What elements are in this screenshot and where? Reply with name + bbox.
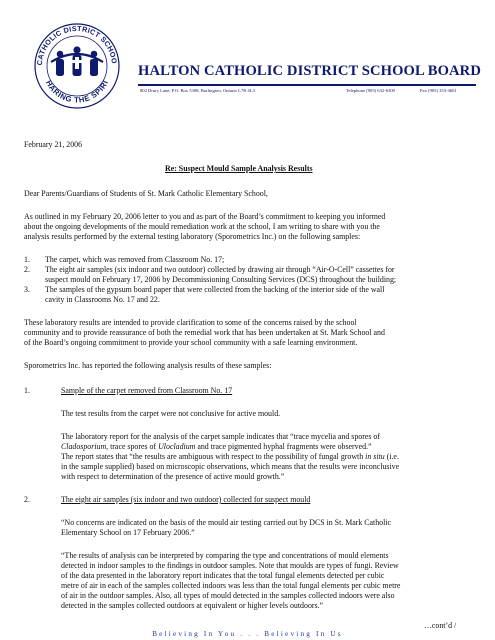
section-2-number: 2. (24, 495, 30, 504)
section-1-number: 1. (24, 386, 30, 395)
board-fax: Fax (905) 333-4661 (420, 88, 457, 93)
section-2-heading: The eight air samples (six indoor and two outdoor) collected for suspect mould (61, 495, 311, 504)
logo-ring-text-top: CATHOLIC DISTRICT SCHOO (34, 23, 120, 66)
salutation: Dear Parents/Guardians of Students of St. Mark Catholic Elementary School, (24, 189, 268, 198)
header-rule (138, 84, 476, 86)
list-item: The carpet, which was removed from Classroom No. 17; (45, 255, 225, 264)
section-1-finding: The test results from the carpet were not conclusive for active mould. (61, 409, 281, 418)
svg-text:HALTON CATHOLIC DISTRICT SCHOO (20, 6, 119, 66)
board-address: 802 Drury Lane, P.O. Box 5308, Burlington, Ontario L7R 4L3 (140, 88, 255, 93)
results-intro: Sporometrics Inc. has reported the following analysis results of these samples: (24, 361, 272, 370)
continued-marker: …cont’d / (424, 621, 457, 630)
list-item: The samples of the gypsum board paper that were collected from the backing of the interior side of the wall (45, 285, 385, 294)
logo-ring-text-bottom: HARING THE SPIRI (43, 78, 111, 105)
board-telephone: Telephone (905) 632-6300 (346, 88, 395, 93)
letter-subject: Re: Suspect Mould Sample Analysis Results (165, 164, 313, 173)
list-item: The eight air samples (six indoor and two outdoor) collected by drawing air through “Air-O-Cell” cassettes for (45, 265, 395, 274)
board-name: HALTON CATHOLIC DISTRICT SCHOOL BOARD (138, 63, 481, 79)
board-logo (20, 6, 134, 118)
footer-motto: Believing In You . . . Believing In Us (152, 630, 343, 638)
section-1-heading: Sample of the carpet removed from Classroom No. 17 (61, 386, 233, 395)
letter-date: February 21, 2006 (24, 140, 83, 149)
